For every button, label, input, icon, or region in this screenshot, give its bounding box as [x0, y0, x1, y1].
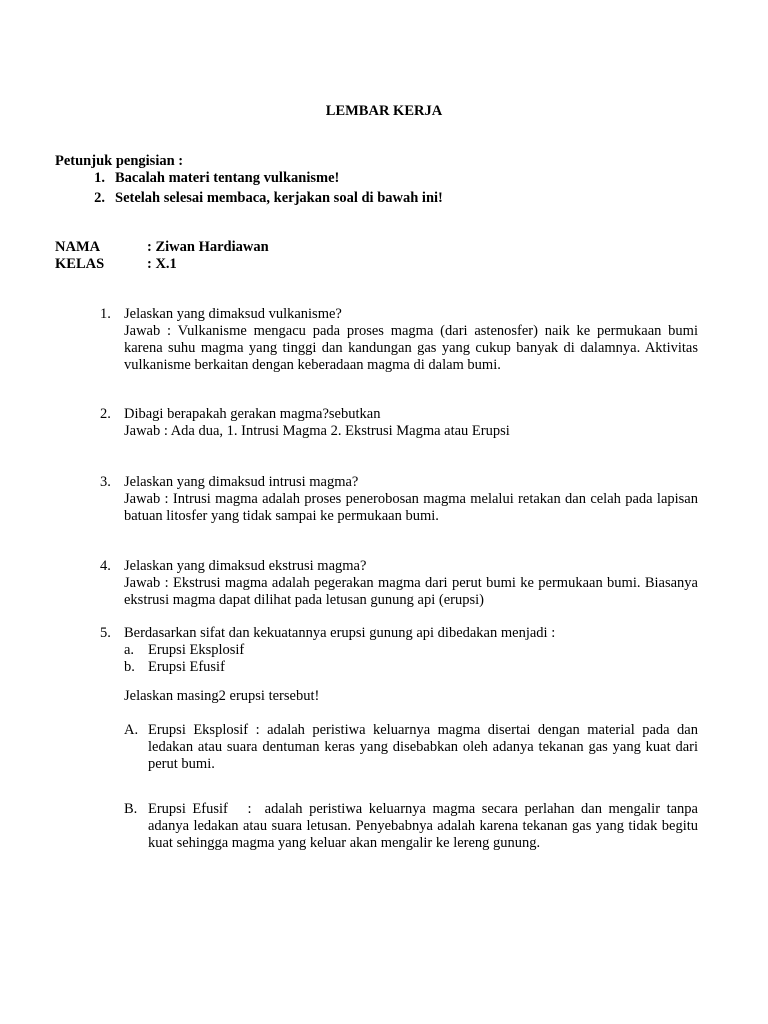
- name-row: [55, 239, 269, 256]
- answer-text: Erupsi Efusif : adalah peristiwa keluarnya magma secara perlahan dan mengalir tanpa adanya ledakan atau suara letusan. Penyebabnya adalah karena tekanan gas yang tidak begitu kuat sehingga magma yang keluar akan mengalir ke lereng gunung.: [148, 801, 702, 851]
- answer-text: Jawab : Intrusi magma adalah proses penerobosan magma melalui retakan dan celah pada lapisan batuan litosfer yang tidak sampai ke permukaan bumi.: [124, 491, 698, 524]
- question-4: [100, 558, 698, 609]
- class-row: [55, 256, 177, 273]
- answer-b: [124, 801, 702, 852]
- option-item: [124, 642, 244, 659]
- question-number: 5.: [100, 625, 111, 641]
- question-number: 1.: [100, 306, 111, 322]
- option-text: Erupsi Eksplosif: [148, 642, 245, 658]
- question-1: [100, 306, 698, 374]
- answer-text: Jawab : Vulkanisme mengacu pada proses magma (dari astenosfer) naik ke permukaan bumi karena suhu magma yang tinggi dan kandungan gas yang cukup banyak di dalamnya. Aktivitas vulkanisme berkaitan dengan keberadaan magma di dalam bumi.: [124, 323, 698, 373]
- answer-text: Erupsi Eksplosif : adalah peristiwa keluarnya magma disertai dengan material pada dan ledakan atau suara dentuman keras yang disebabkan oleh adanya tekanan gas yang kuat dari perut bumi.: [148, 722, 698, 772]
- answer-text: Jawab : Ekstrusi magma adalah pegerakan magma dari perut bumi ke permukaan bumi. Biasanya ekstrusi magma dapat dilihat pada letusan gunung api (erupsi): [124, 575, 698, 608]
- instruction-item: [55, 190, 443, 210]
- name-key: NAMA: [55, 239, 101, 255]
- instruction-number: 1.: [94, 170, 105, 186]
- instruction-text: Setelah selesai membaca, kerjakan soal di bawah ini!: [115, 190, 443, 206]
- question-text: Jelaskan yang dimaksud intrusi magma?: [124, 474, 359, 490]
- answer-label: B.: [124, 801, 138, 817]
- question-number: 2.: [100, 406, 111, 422]
- question-text: Jelaskan yang dimaksud ekstrusi magma?: [124, 558, 367, 574]
- option-item: [124, 659, 225, 676]
- page-title: LEMBAR KERJA: [325, 103, 443, 119]
- question-2: [100, 406, 698, 440]
- question-text: Jelaskan yang dimaksud vulkanisme?: [124, 306, 342, 322]
- option-label: b.: [124, 659, 135, 675]
- question-number: 4.: [100, 558, 111, 574]
- instruction-item: [55, 170, 443, 190]
- question-number: 3.: [100, 474, 111, 490]
- option-text: Erupsi Efusif: [148, 659, 225, 675]
- instructions-label: Petunjuk pengisian :: [55, 153, 184, 169]
- instructions-list: [55, 170, 443, 210]
- question-5: [100, 625, 698, 642]
- question-3: [100, 474, 698, 525]
- question-5-prompt: Jelaskan masing2 erupsi tersebut!: [124, 688, 320, 704]
- answer-label: A.: [124, 722, 139, 738]
- instruction-text: Bacalah materi tentang vulkanisme!: [115, 170, 340, 186]
- name-value: : Ziwan Hardiawan: [147, 239, 269, 255]
- answer-text: Jawab : Ada dua, 1. Intrusi Magma 2. Ekstrusi Magma atau Erupsi: [124, 423, 510, 439]
- answer-a: [124, 722, 698, 773]
- question-text: Dibagi berapakah gerakan magma?sebutkan: [124, 406, 381, 422]
- instruction-number: 2.: [94, 190, 105, 206]
- question-text: Berdasarkan sifat dan kekuatannya erupsi gunung api dibedakan menjadi :: [124, 625, 556, 641]
- class-key: KELAS: [55, 256, 105, 272]
- option-label: a.: [124, 642, 135, 658]
- class-value: : X.1: [147, 256, 177, 272]
